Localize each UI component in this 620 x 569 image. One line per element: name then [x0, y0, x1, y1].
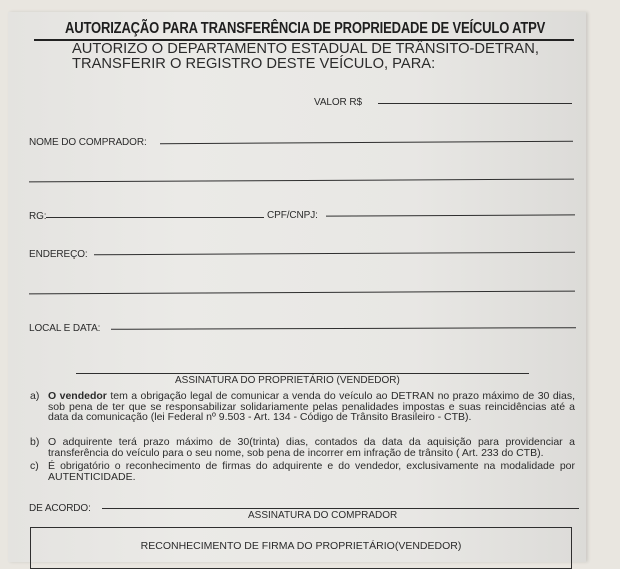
nome-comprador-label: NOME DO COMPRADOR: [29, 137, 147, 148]
note-b-text: O adquirente terá prazo máximo de 30(trinta) dias, contados da data da aquisição para providenciar a transferência do veículo para o seu nome, sob pena de incorrer em infração de trânsito ( Art. 233 do CTB). [48, 436, 575, 459]
cpf-cnpj-label: CPF/CNPJ: [267, 210, 318, 221]
intro-line-2: TRANSFERIR O REGISTRO DESTE VEÍCULO, PARA: [72, 55, 436, 72]
note-c [30, 461, 575, 482]
endereco-label: ENDEREÇO: [29, 249, 88, 260]
note-a-text: tem a obrigação legal de comunicar a venda do veículo ao DETRAN no prazo máximo de 30 dias, sob pena de ter que se responsabilizar solidariamente pelas penalidades impostas e suas reincidências até a data da comunicação (lei Federal nº 9.503 - Art. 134 - Código de Trânsito Brasileiro - CTB). [48, 390, 575, 423]
note-a-bold-lead: O vendedor [48, 390, 107, 402]
local-data-label: LOCAL E DATA: [29, 323, 101, 334]
comprador-signature-caption: ASSINATURA DO COMPRADOR [248, 510, 398, 521]
rg-field[interactable] [46, 217, 264, 218]
note-a-marker: a) [30, 390, 40, 402]
note-c-text: É obrigatório o reconhecimento de firmas do adquirente e do vendedor, exclusivamente na modalidade por AUTENTICIDADE. [48, 460, 575, 483]
valor-label: VALOR R$ [314, 97, 362, 108]
rg-label: RG: [29, 211, 47, 222]
note-a [30, 391, 575, 423]
intro-line-1: AUTORIZO O DEPARTAMENTO ESTADUAL DE TRÂNSITO-DETRAN, [72, 40, 539, 57]
vendedor-signature-caption: ASSINATURA DO PROPRIETÁRIO (VENDEDOR) [175, 375, 400, 386]
reconhecimento-firma-label: RECONHECIMENTO DE FIRMA DO PROPRIETÁRIO(VENDEDOR) [140, 540, 462, 552]
note-b [30, 437, 575, 458]
note-b-marker: b) [30, 436, 40, 448]
document-title: AUTORIZAÇÃO PARA TRANSFERÊNCIA DE PROPRIEDADE DE VEÍCULO ATPV [65, 20, 546, 37]
reconhecimento-firma-box [30, 527, 572, 569]
note-c-marker: c) [30, 460, 39, 472]
valor-field[interactable] [378, 103, 572, 104]
de-acordo-label: DE ACORDO: [29, 503, 91, 514]
